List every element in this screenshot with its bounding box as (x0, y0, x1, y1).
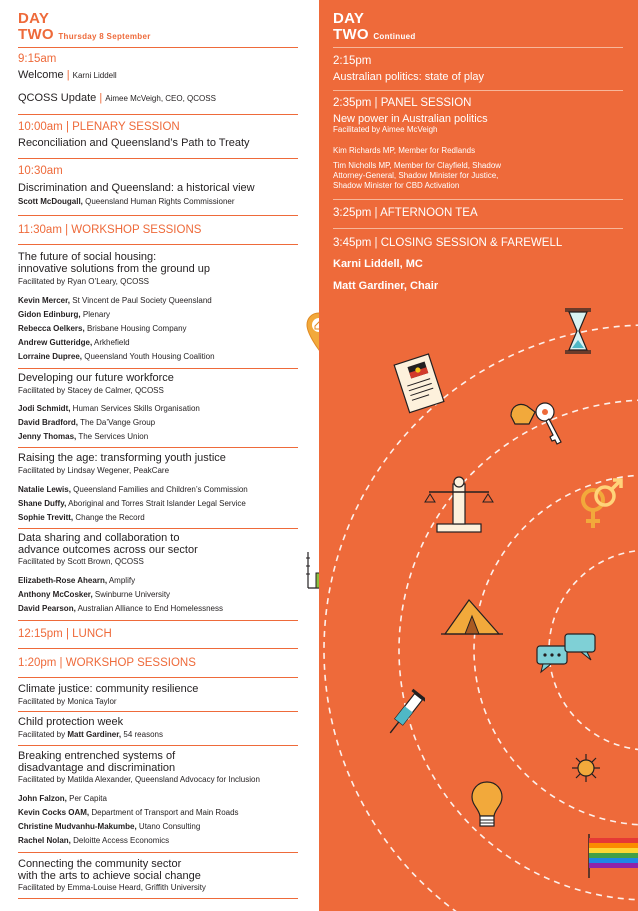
workshop-title: Data sharing and collaboration to (18, 532, 180, 544)
divider (18, 114, 298, 115)
facilitator: Facilitated by Ryan O’Leary, QCOSS (18, 277, 150, 286)
time-1130: 11:30am | WORKSHOP SESSIONS (18, 224, 202, 236)
speaker: Christine Mudvanhu-Makumbe, Utano Consulting (18, 822, 201, 831)
time-1000: 10:00am | PLENARY SESSION (18, 121, 180, 133)
speaker: Sophie Trevitt, Change the Record (18, 513, 145, 522)
time-235: 2:35pm | PANEL SESSION (333, 97, 472, 109)
time-1030: 10:30am (18, 165, 63, 177)
session-title: Discrimination and Queensland: a historical view (18, 182, 255, 194)
virus-icon (569, 752, 603, 784)
rainbow-flag-icon (587, 834, 638, 878)
time-120: 1:20pm | WORKSHOP SESSIONS (18, 657, 196, 669)
divider (18, 447, 298, 448)
gender-symbols-icon (573, 478, 627, 538)
speaker: David Bradford, The Da’Vange Group (18, 418, 156, 427)
session-title: Australian politics: state of play (333, 71, 485, 83)
workshop-title: disadvantage and discrimination (18, 762, 176, 774)
divider (18, 711, 298, 712)
speaker: Scott McDougall, Queensland Human Rights Commissioner (18, 197, 235, 206)
speaker: Kevin Cocks OAM, Department of Transport and Main Roads (18, 808, 239, 817)
day-label: DAY (18, 10, 50, 27)
speaker: Anthony McCosker, Swinburne University (18, 590, 171, 599)
divider (333, 199, 623, 200)
date-label: Thursday 8 September (58, 32, 151, 41)
divider (333, 228, 623, 229)
two-label: TWO Continued (333, 26, 416, 43)
workshop-title: Child protection week (18, 716, 124, 728)
facilitator: Facilitated by Monica Taylor (18, 697, 117, 706)
facilitator: Facilitated by Stacey de Calmer, QCOSS (18, 386, 164, 395)
speaker: Rachel Nolan, Deloitte Access Economics (18, 836, 170, 845)
mc-name: Karni Liddell, MC (333, 258, 423, 270)
welcome-line: Welcome | Karni Liddell (18, 69, 117, 81)
speaker: Kevin Mercer, St Vincent de Paul Society Queensland (18, 296, 212, 305)
facilitator: Facilitated by Matilda Alexander, Queensland Advocacy for Inclusion (18, 775, 260, 784)
day-label: DAY (333, 10, 365, 27)
facilitator: Facilitated by Lindsay Wegener, PeakCare (18, 466, 170, 475)
workshop-title: Developing our future workforce (18, 372, 174, 384)
workshop-title: Climate justice: community resilience (18, 683, 199, 695)
speaker: Elizabeth-Rose Ahearn, Amplify (18, 576, 136, 585)
time-915: 9:15am (18, 53, 57, 65)
divider (18, 677, 298, 678)
time-345: 3:45pm | CLOSING SESSION & FAREWELL (333, 237, 563, 249)
hourglass-icon (561, 306, 595, 356)
time-325: 3:25pm | AFTERNOON TEA (333, 207, 478, 219)
divider (18, 158, 298, 159)
divider (18, 215, 298, 216)
divider (18, 620, 298, 621)
workshop-title: The future of social housing: (18, 251, 157, 263)
workshop-title: innovative solutions from the ground up (18, 263, 211, 275)
divider (18, 368, 298, 369)
facilitator: Facilitated by Scott Brown, QCOSS (18, 557, 144, 566)
speaker: Attorney-General, Shadow Minister for Justice, (333, 171, 499, 180)
speaker: Lorraine Dupree, Queensland Youth Housing Coalition (18, 352, 215, 361)
speaker: John Falzon, Per Capita (18, 794, 107, 803)
speaker: Gidon Edinburg, Plenary (18, 310, 111, 319)
facilitator: Facilitated by Emma-Louise Heard, Griffith University (18, 883, 206, 892)
divider (18, 528, 298, 529)
speaker: Jodi Schmidt, Human Services Skills Organisation (18, 404, 200, 413)
speaker: Jenny Thomas, The Services Union (18, 432, 149, 441)
divider (18, 47, 298, 48)
workshop-title: Connecting the community sector (18, 858, 182, 870)
tent-icon (441, 592, 503, 638)
divider (333, 47, 623, 48)
right-column (319, 0, 638, 911)
speech-bubbles-icon (535, 632, 601, 676)
workshop-title: Raising the age: transforming youth justice (18, 452, 226, 464)
divider (18, 852, 298, 853)
speaker: Kim Richards MP, Member for Redlands (333, 146, 476, 155)
syringe-icon (385, 684, 425, 744)
session-title: New power in Australian politics (333, 113, 488, 125)
speaker: Rebecca Oelkers, Brisbane Housing Company (18, 324, 187, 333)
speaker: Natalie Lewis, Queensland Families and Children’s Commission (18, 485, 248, 494)
key-icon (505, 392, 571, 452)
update-line: QCOSS Update | Aimee McVeigh, CEO, QCOSS (18, 92, 216, 104)
facilitator: Facilitated by Matt Gardiner, 54 reasons (18, 730, 163, 739)
lightbulb-icon (469, 780, 505, 832)
divider (18, 648, 298, 649)
speaker: Shadow Minister for CBD Activation (333, 181, 460, 190)
session-title: Reconciliation and Queensland’s Path to Treaty (18, 137, 250, 149)
two-label: TWO Thursday 8 September (18, 26, 151, 43)
speaker: Andrew Gutteridge, Arkhefield (18, 338, 130, 347)
divider (333, 90, 623, 91)
speaker: Shane Duffy, Aboriginal and Torres Strait Islander Legal Service (18, 499, 246, 508)
divider (18, 244, 298, 245)
speaker: David Pearson, Australian Alliance to End Homelessness (18, 604, 224, 613)
facilitator: Facilitated by Aimee McVeigh (333, 125, 438, 134)
time-215: 2:15pm (333, 55, 372, 67)
chair-name: Matt Gardiner, Chair (333, 280, 439, 292)
workshop-title: Breaking entrenched systems of (18, 750, 176, 762)
document-flag-icon (389, 350, 451, 416)
time-1215: 12:15pm | LUNCH (18, 628, 112, 640)
speaker: Tim Nicholls MP, Member for Clayfield, Shadow (333, 161, 502, 170)
workshop-title: advance outcomes across our sector (18, 544, 198, 556)
continued-label: Continued (373, 32, 416, 41)
divider (18, 898, 298, 899)
divider (18, 745, 298, 746)
workshop-title: with the arts to achieve social change (18, 870, 201, 882)
scales-of-justice-icon (423, 474, 495, 536)
